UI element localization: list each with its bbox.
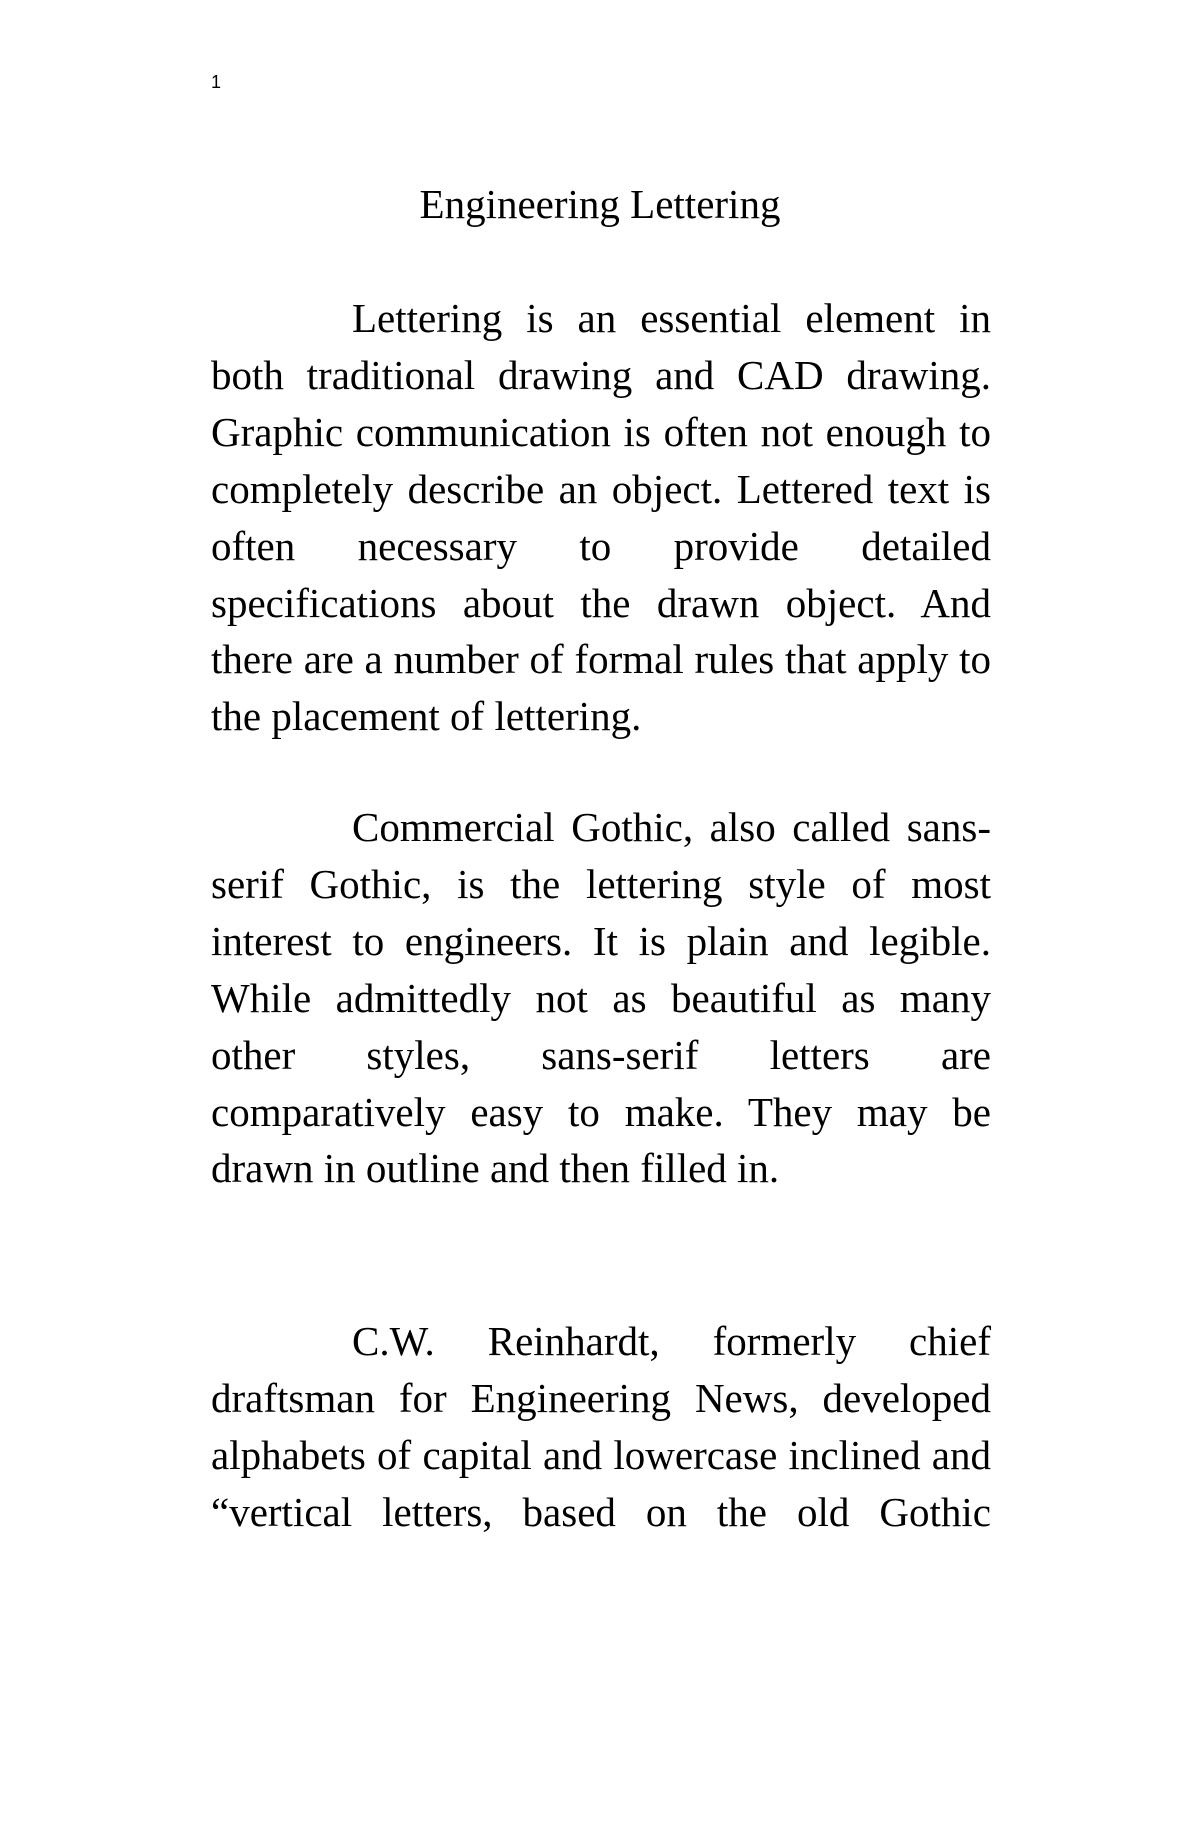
page-number: 1 [211, 72, 222, 92]
paragraph-lettering-intro: Lettering is an essential element in both traditional drawing and CAD drawing. Graphic communication is often not enough to completely describe an object. Lettered text is often necessary to provide detailed specifications about the drawn object. And there are a number of formal rules that apply to the placement of lettering. [211, 295, 991, 740]
document-title: Engineering Lettering [419, 181, 781, 227]
paragraph-reinhardt: C.W. Reinhardt, formerly chief draftsman for Engineering News, developed alphabets of capital and lowercase inclined and “vertical letters, based on the old Gothic [211, 1318, 991, 1535]
paragraph-commercial-gothic: Commercial Gothic, also called sans-serif Gothic, is the lettering style of most interest to engineers. It is plain and legible. While admittedly not as beautiful as many other styles, sans-serif letters are comparatively easy to make. They may be drawn in outline and then filled in. [211, 804, 991, 1192]
